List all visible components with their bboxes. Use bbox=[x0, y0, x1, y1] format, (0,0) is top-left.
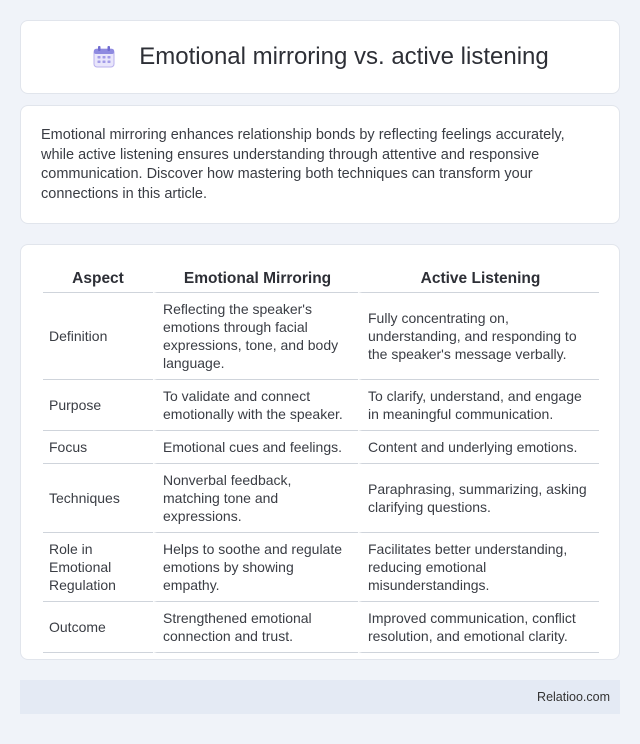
page-title: Emotional mirroring vs. active listening bbox=[139, 43, 549, 70]
row-listening: Content and underlying emotions. bbox=[358, 431, 599, 464]
row-mirroring: Strengthened emotional connection and trust. bbox=[153, 602, 358, 653]
row-listening: Paraphrasing, summarizing, asking clarifying questions. bbox=[358, 464, 599, 533]
header-active-listening: Active Listening bbox=[358, 265, 599, 293]
comparison-card bbox=[20, 244, 620, 660]
table-row bbox=[43, 431, 599, 464]
title-card bbox=[20, 20, 620, 94]
row-listening: Facilitates better understanding, reducing emotional misunderstandings. bbox=[358, 533, 599, 602]
row-mirroring: To validate and connect emotionally with the speaker. bbox=[153, 380, 358, 431]
row-aspect: Focus bbox=[43, 431, 153, 464]
table-row bbox=[43, 293, 599, 380]
table-row bbox=[43, 533, 599, 602]
intro-text: Emotional mirroring enhances relationship bonds by reflecting feelings accurately, while active listening ensures understanding through attentive and responsive communication. Discover how mastering both techniques can transform your connections in this article. bbox=[41, 127, 565, 202]
footer-brand[interactable]: Relatioo.com bbox=[537, 690, 610, 704]
calendar-icon bbox=[91, 44, 117, 70]
table-header-row bbox=[43, 265, 599, 293]
row-mirroring: Nonverbal feedback, matching tone and expressions. bbox=[153, 464, 358, 533]
row-listening: Improved communication, conflict resolution, and emotional clarity. bbox=[358, 602, 599, 653]
row-aspect: Outcome bbox=[43, 602, 153, 653]
table-row bbox=[43, 380, 599, 431]
row-aspect: Role in Emotional Regulation bbox=[43, 533, 153, 602]
row-mirroring: Emotional cues and feelings. bbox=[153, 431, 358, 464]
header-aspect: Aspect bbox=[43, 265, 153, 293]
intro-card bbox=[20, 105, 620, 224]
table-row bbox=[43, 464, 599, 533]
row-mirroring: Reflecting the speaker's emotions through facial expressions, tone, and body language. bbox=[153, 293, 358, 380]
row-aspect: Purpose bbox=[43, 380, 153, 431]
table-row bbox=[43, 602, 599, 653]
header-emotional-mirroring: Emotional Mirroring bbox=[153, 265, 358, 293]
row-aspect: Techniques bbox=[43, 464, 153, 533]
footer bbox=[20, 680, 620, 714]
row-listening: Fully concentrating on, understanding, and responding to the speaker's message verbally. bbox=[358, 293, 599, 380]
row-listening: To clarify, understand, and engage in meaningful communication. bbox=[358, 380, 599, 431]
row-mirroring: Helps to soothe and regulate emotions by showing empathy. bbox=[153, 533, 358, 602]
row-aspect: Definition bbox=[43, 293, 153, 380]
comparison-table bbox=[43, 265, 599, 653]
